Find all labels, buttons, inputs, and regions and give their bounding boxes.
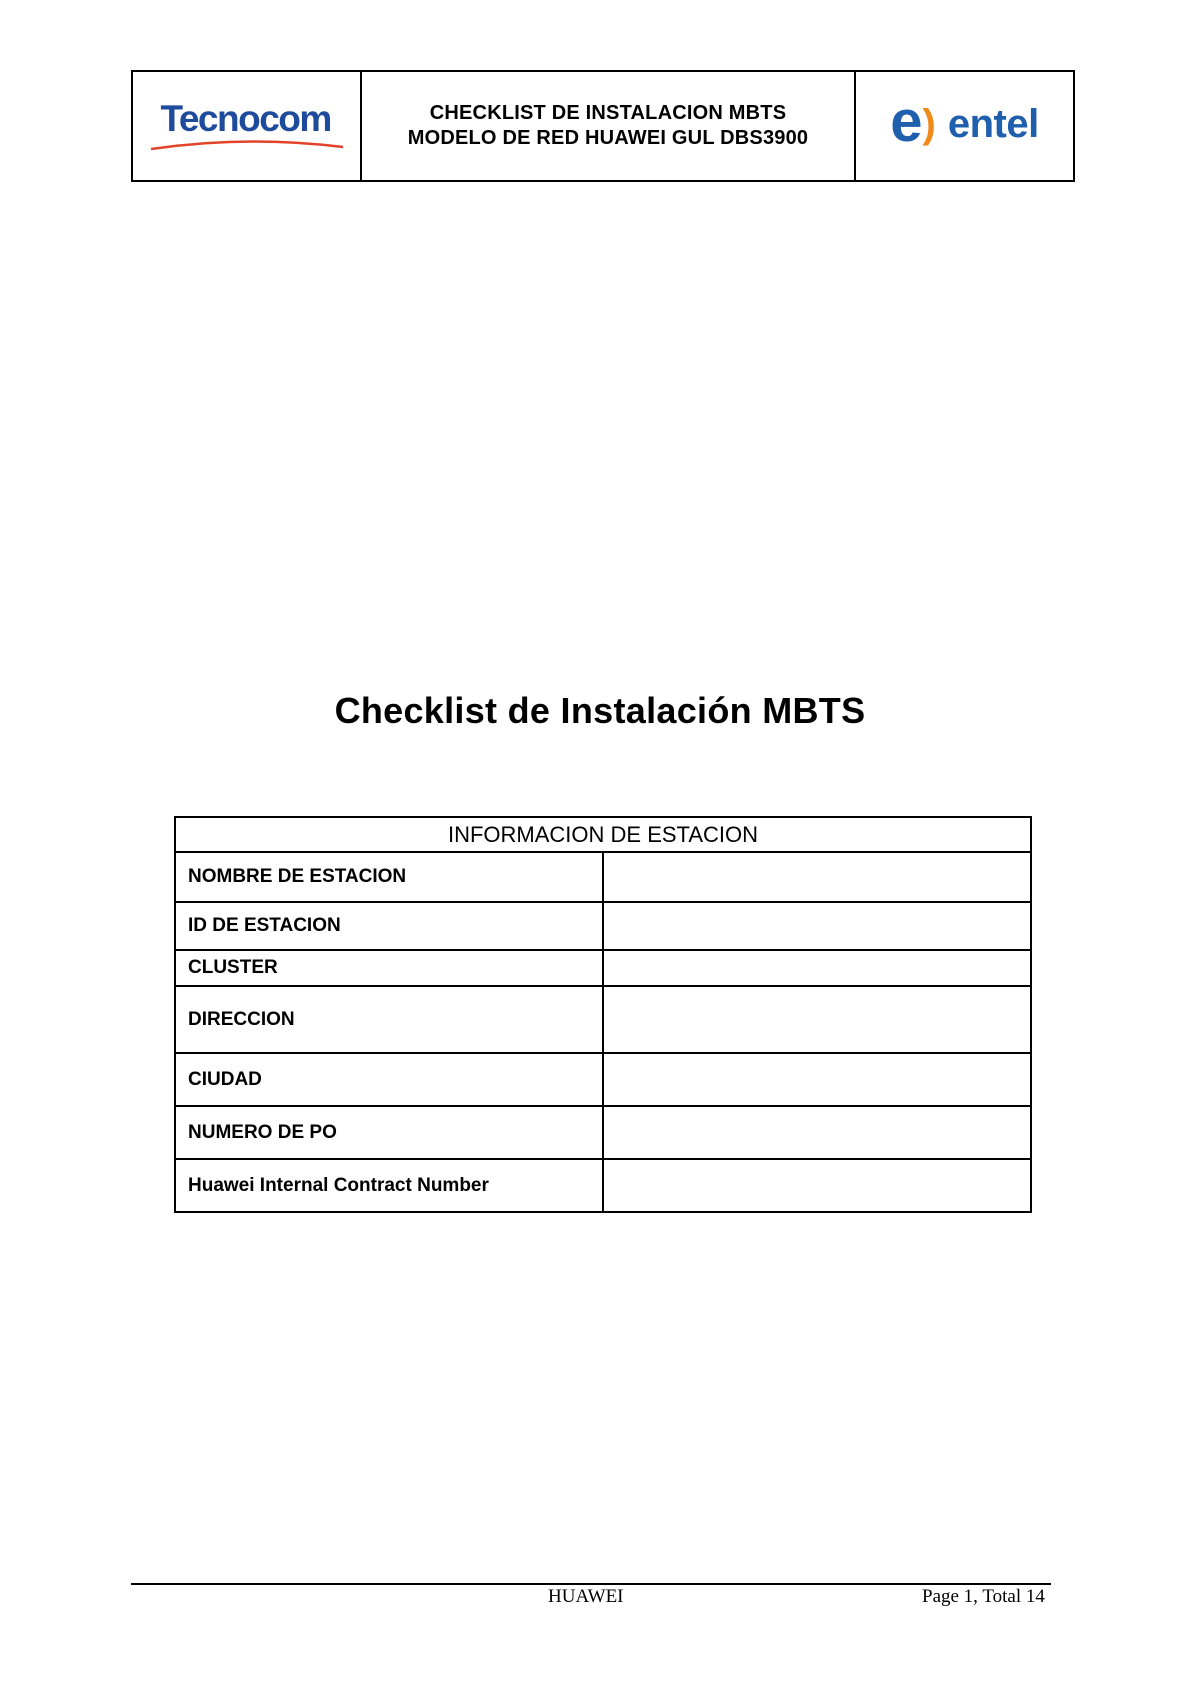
row-label-numero-po: NUMERO DE PO — [175, 1106, 603, 1159]
footer-company: HUAWEI — [548, 1586, 624, 1607]
footer-divider — [131, 1583, 1051, 1585]
row-value-id-estacion[interactable] — [603, 902, 1031, 950]
entel-logo-bracket: ) — [922, 102, 936, 146]
tecnocom-logo — [147, 96, 347, 156]
header-right-logo-cell — [856, 72, 1073, 180]
page-title: Checklist de Instalación MBTS — [334, 690, 866, 731]
entel-logo-mark: e — [890, 89, 923, 154]
row-label-direccion: DIRECCION — [175, 986, 603, 1053]
document-header — [131, 70, 1075, 182]
entel-logo-text: entel — [947, 102, 1039, 146]
table-row — [175, 852, 1031, 902]
row-label-ciudad: CIUDAD — [175, 1053, 603, 1106]
table-heading: INFORMACION DE ESTACION — [175, 817, 1031, 852]
row-value-cluster[interactable] — [603, 950, 1031, 986]
table-row — [175, 950, 1031, 986]
header-left-logo-cell — [133, 72, 362, 180]
table-row — [175, 1106, 1031, 1159]
tecnocom-swoosh-icon — [147, 138, 347, 152]
table-heading-row — [175, 817, 1031, 852]
row-value-contract-number[interactable] — [603, 1159, 1031, 1212]
header-title-cell — [362, 72, 856, 180]
row-label-id-estacion: ID DE ESTACION — [175, 902, 603, 950]
header-title-line-1: CHECKLIST DE INSTALACION MBTS — [429, 102, 787, 124]
tecnocom-logo-text: Tecnocom — [160, 98, 331, 139]
table-row — [175, 902, 1031, 950]
station-info-table — [174, 816, 1032, 1213]
row-value-nombre-estacion[interactable] — [603, 852, 1031, 902]
row-label-cluster: CLUSTER — [175, 950, 603, 986]
table-row — [175, 1053, 1031, 1106]
row-label-contract-number: Huawei Internal Contract Number — [175, 1159, 603, 1212]
footer-page-info: Page 1, Total 14 — [922, 1586, 1045, 1607]
row-value-numero-po[interactable] — [603, 1106, 1031, 1159]
row-value-ciudad[interactable] — [603, 1053, 1031, 1106]
header-title-line-2: MODELO DE RED HUAWEI GUL DBS3900 — [407, 127, 809, 149]
row-value-direccion[interactable] — [603, 986, 1031, 1053]
table-row — [175, 986, 1031, 1053]
entel-logo — [890, 89, 1039, 154]
table-row — [175, 1159, 1031, 1212]
row-label-nombre-estacion: NOMBRE DE ESTACION — [175, 852, 603, 902]
